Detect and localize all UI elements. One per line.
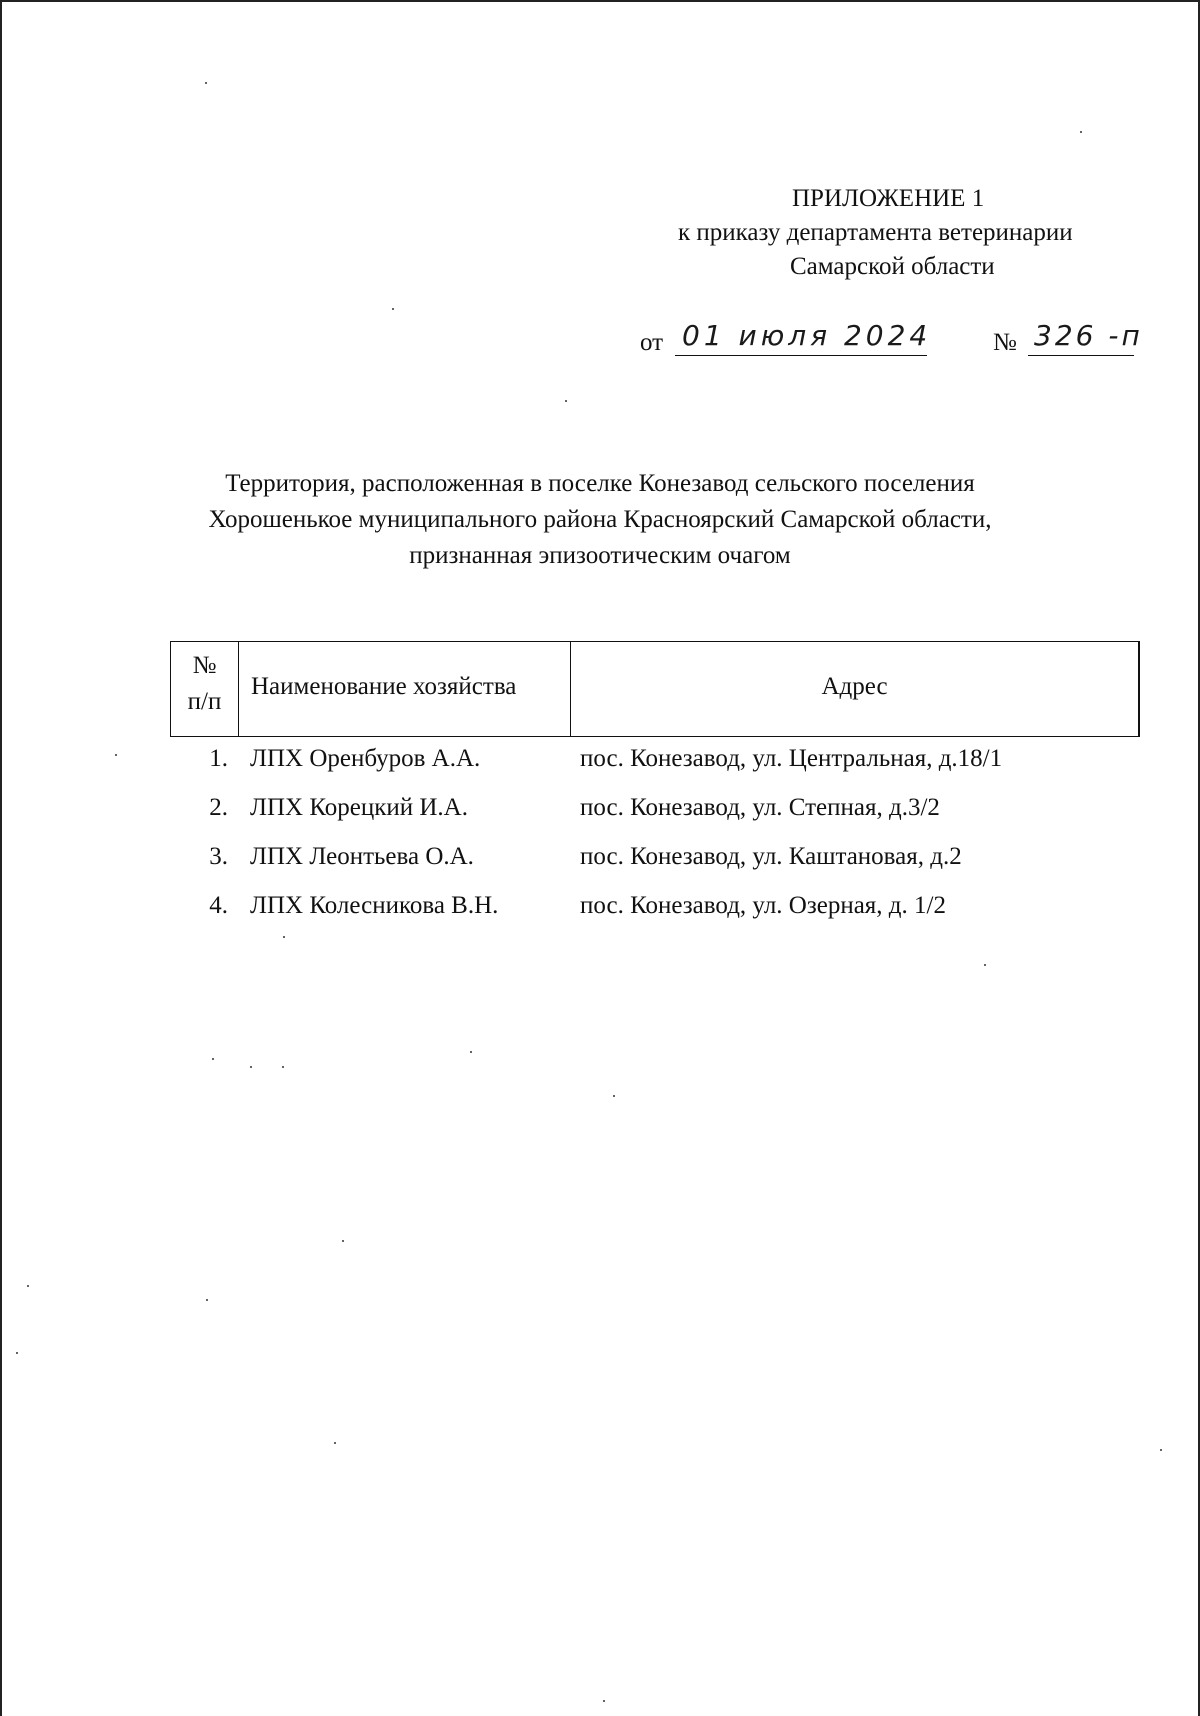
table-body: [170, 737, 1140, 933]
date-prefix: от: [640, 329, 664, 356]
table-row: [170, 884, 1140, 933]
header-address: Адрес: [821, 673, 888, 700]
row-farm-name: ЛПХ Колесникова В.Н.: [250, 892, 499, 919]
scan-speck: [334, 1442, 336, 1444]
row-farm-name: ЛПХ Оренбуров А.А.: [250, 745, 481, 772]
scan-speck: [984, 964, 986, 966]
annex-order-reference: к приказу департамента ветеринарии: [678, 219, 1073, 246]
scan-speck: [206, 1299, 208, 1301]
scan-border-top: [0, 0, 1200, 2]
scan-speck: [282, 1066, 284, 1068]
table-row: [170, 737, 1140, 786]
farms-table: [170, 641, 1140, 933]
document-title: [100, 466, 1100, 574]
scan-speck: [603, 1700, 605, 1702]
scan-speck: [342, 1240, 344, 1242]
table-row: [170, 786, 1140, 835]
scan-speck: [470, 1051, 472, 1053]
table-header: [170, 641, 1140, 737]
scan-speck: [212, 1058, 214, 1060]
row-number: 2.: [209, 794, 228, 821]
row-number: 1.: [209, 745, 228, 772]
title-line-3: признанная эпизоотическим очагом: [409, 542, 791, 569]
date-underline: [675, 355, 927, 356]
row-address: пос. Конезавод, ул. Степная, д.3/2: [580, 794, 940, 821]
scan-speck: [115, 754, 117, 756]
row-farm-name: ЛПХ Леонтьева О.А.: [250, 843, 474, 870]
scan-speck: [392, 308, 394, 310]
number-prefix: №: [993, 329, 1017, 356]
scan-speck: [16, 1352, 18, 1354]
row-address: пос. Конезавод, ул. Центральная, д.18/1: [580, 745, 1003, 772]
header-number: [171, 642, 239, 736]
table-row: [170, 835, 1140, 884]
scan-speck: [613, 1095, 615, 1097]
row-address: пос. Конезавод, ул. Озерная, д. 1/2: [580, 892, 946, 919]
header-number-abbr: п/п: [187, 688, 222, 715]
title-line-2: Хорошенькое муниципального района Красноярский Самарской области,: [208, 506, 992, 533]
scan-speck: [27, 1285, 29, 1287]
number-underline: [1028, 355, 1134, 356]
scan-speck: [565, 400, 567, 402]
header-number-symbol: №: [192, 652, 217, 679]
row-address: пос. Конезавод, ул. Каштановая, д.2: [580, 843, 962, 870]
scan-speck: [1080, 131, 1082, 133]
handwritten-order-number: 326 -п: [1034, 319, 1143, 352]
scan-speck: [205, 82, 207, 84]
scan-speck: [1160, 1449, 1162, 1451]
scan-speck: [283, 936, 285, 938]
scan-border-left: [0, 0, 2, 1716]
handwritten-date: 01 июля 2024: [682, 319, 932, 352]
row-farm-name: ЛПХ Корецкий И.А.: [250, 794, 468, 821]
row-number: 3.: [209, 843, 228, 870]
title-line-1: Территория, расположенная в поселке Конезавод сельского поселения: [225, 470, 975, 497]
order-date-number-line: [640, 319, 1143, 365]
annex-title: ПРИЛОЖЕНИЕ 1: [792, 185, 985, 212]
header-farm-name: Наименование хозяйства: [239, 642, 571, 736]
annex-region: Самарской области: [790, 253, 995, 280]
scan-speck: [250, 1066, 252, 1068]
row-number: 4.: [209, 892, 228, 919]
